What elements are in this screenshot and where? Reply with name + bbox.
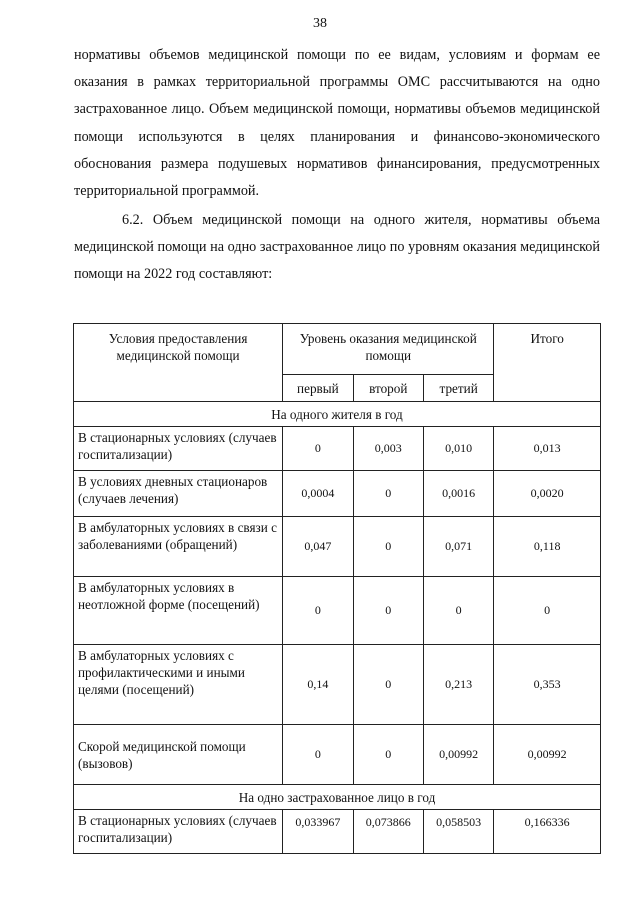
row-label: В амбулаторных условиях в неотложной форме (посещений) (74, 577, 283, 645)
value-third: 0,058503 (423, 810, 493, 854)
medical-care-volume-table (73, 323, 601, 854)
value-total: 0,166336 (494, 810, 601, 854)
header-level-second: второй (353, 375, 423, 402)
value-first: 0,047 (283, 517, 353, 577)
value-total: 0,013 (494, 427, 601, 471)
header-level-first: первый (283, 375, 353, 402)
table-row (74, 810, 601, 854)
header-conditions: Условия предоставления медицинской помощи (74, 324, 283, 402)
value-total: 0,353 (494, 645, 601, 725)
row-label: В амбулаторных условиях в связи с заболеваниями (обращений) (74, 517, 283, 577)
value-first: 0 (283, 577, 353, 645)
value-second: 0 (353, 725, 423, 785)
table-row (74, 577, 601, 645)
value-third: 0,071 (423, 517, 493, 577)
paragraph-2: 6.2. Объем медицинской помощи на одного жителя, нормативы объема медицинской помощи на одно застрахованное лицо по уровням оказания медицинской помощи на 2022 год составляют: (74, 212, 600, 283)
section-title: На одного жителя в год (74, 402, 601, 427)
row-label: В условиях дневных стационаров (случаев лечения) (74, 471, 283, 517)
value-third: 0,0016 (423, 471, 493, 517)
row-label: В стационарных условиях (случаев госпитализации) (74, 427, 283, 471)
value-second: 0,003 (353, 427, 423, 471)
value-first: 0,033967 (283, 810, 353, 854)
table-row (74, 427, 601, 471)
value-first: 0,14 (283, 645, 353, 725)
page-number: 38 (313, 16, 327, 31)
paragraph-1: нормативы объемов медицинской помощи по ее видам, условиям и формам ее оказания в рамках территориальной программы ОМС рассчитываются на одно застрахованное лицо. Объем медицинской помощи, нормативы объемов медицинской помощи используются в целях планирования и финансово-экономического обоснования размера подушевых нормативов финансирования, предусмотренных территориальной программой. (74, 47, 600, 200)
table-row (74, 725, 601, 785)
value-second: 0 (353, 577, 423, 645)
row-label: Скорой медицинской помощи (вызовов) (74, 725, 283, 785)
value-first: 0 (283, 427, 353, 471)
value-total: 0,0020 (494, 471, 601, 517)
section-title: На одно застрахованное лицо в год (74, 785, 601, 810)
table-header-row (74, 324, 601, 375)
value-third: 0 (423, 577, 493, 645)
value-total: 0,118 (494, 517, 601, 577)
section-row (74, 785, 601, 810)
row-label: В стационарных условиях (случаев госпитализации) (74, 810, 283, 854)
section-row (74, 402, 601, 427)
row-label: В амбулаторных условиях с профилактическими и иными целями (посещений) (74, 645, 283, 725)
value-second: 0 (353, 645, 423, 725)
value-first: 0,0004 (283, 471, 353, 517)
value-first: 0 (283, 725, 353, 785)
value-third: 0,00992 (423, 725, 493, 785)
value-second: 0 (353, 471, 423, 517)
header-total: Итого (494, 324, 601, 402)
value-total: 0 (494, 577, 601, 645)
value-total: 0,00992 (494, 725, 601, 785)
value-second: 0 (353, 517, 423, 577)
header-level-third: третий (423, 375, 493, 402)
table-row (74, 471, 601, 517)
value-third: 0,213 (423, 645, 493, 725)
header-level: Уровень оказания медицинской помощи (283, 324, 494, 375)
table-row (74, 645, 601, 725)
value-second: 0,073866 (353, 810, 423, 854)
value-third: 0,010 (423, 427, 493, 471)
table-row (74, 517, 601, 577)
